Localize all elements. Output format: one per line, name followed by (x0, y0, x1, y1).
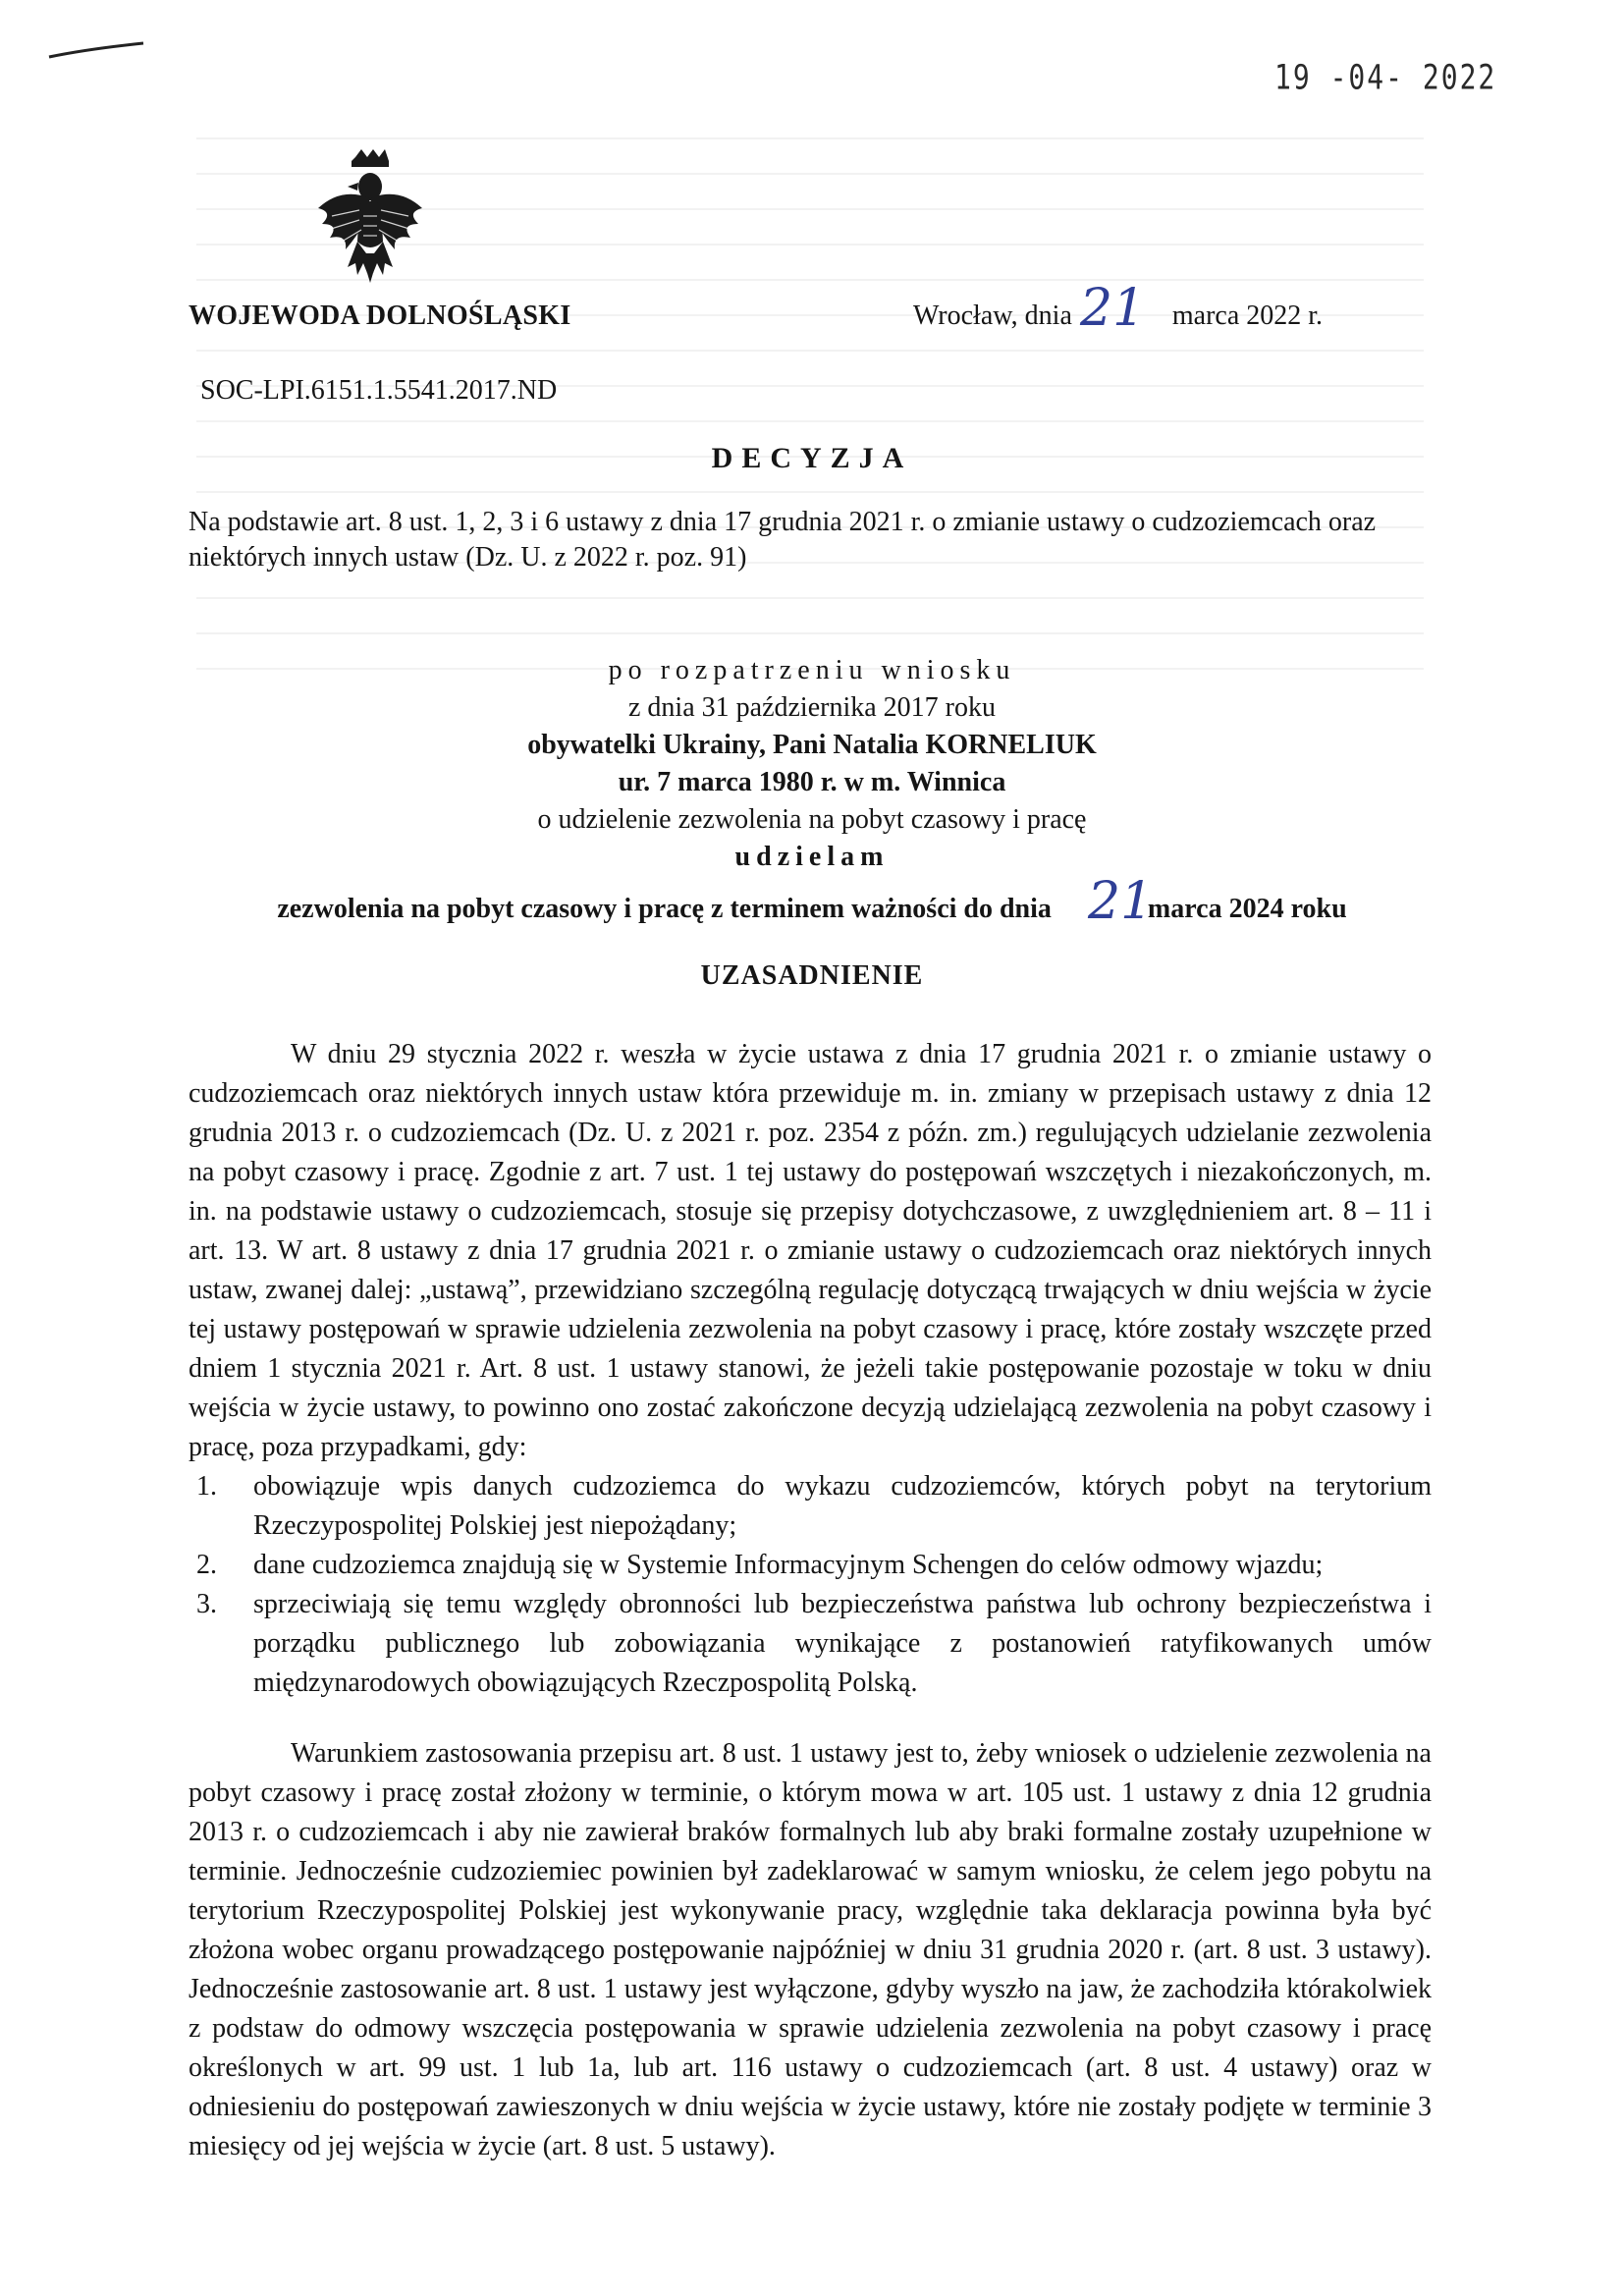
case-number: SOC-LPI.6151.1.5541.2017.ND (200, 375, 558, 406)
legal-basis: Na podstawie art. 8 ust. 1, 2, 3 i 6 ustawy z dnia 17 grudnia 2021 r. o zmianie ustawy o cudzoziemcach oraz niektórych innych ustaw (Dz. U. z 2022 r. poz. 91) (189, 507, 1377, 573)
grant-verb: udzielam (734, 842, 890, 872)
place-prefix: Wrocław, dnia (913, 301, 1072, 331)
date-suffix: marca 2022 r. (1171, 301, 1324, 331)
justification-body (189, 1035, 1432, 2166)
justification-heading: UZASADNIENIE (700, 960, 924, 991)
polish-eagle-emblem-icon (312, 147, 428, 285)
applicant-birth: ur. 7 marca 1980 r. w m. Winnica (618, 767, 1006, 797)
grant-prefix: zezwolenia na pobyt czasowy i pracę z terminem ważności do dnia (277, 894, 1052, 924)
application-details (0, 652, 1624, 876)
handwritten-date-day: 21 (1080, 279, 1146, 338)
received-date-stamp: 19 -04- 2022 (1274, 56, 1497, 98)
grant-suffix: marca 2024 roku (1147, 894, 1347, 924)
pen-stroke-mark (47, 39, 145, 61)
exceptions-list (189, 1467, 1432, 1703)
list-item: 1. obowiązuje wpis danych cudzoziemca do wykazu cudzoziemców, których pobyt na terytorium Rzeczypospolitej Polskiej jest niepożądany; (196, 1471, 1432, 1541)
grant-line (0, 894, 1624, 925)
list-item: 2. dane cudzoziemca znajdują się w Systemie Informacyjnym Schengen do celów odmowy wjazdu; (196, 1550, 1324, 1580)
applicant-name: obywatelki Ukrainy, Pani Natalia KORNELIUK (527, 730, 1097, 760)
list-item: 3. sprzeciwiają się temu względy obronności lub bezpieczeństwa państwa lub ochrony bezpieczeństwa i porządku publicznego lub zobowiązania wynikające z postanowień ratyfikowanych umów międzynarodowych obowiązujących Rzeczpospolitą Polską. (196, 1589, 1432, 1698)
application-date: z dnia 31 października 2017 roku (628, 692, 996, 723)
after-review-line: po rozpatrzeniu wniosku (608, 655, 1016, 685)
justification-paragraph-2: Warunkiem zastosowania przepisu art. 8 ust. 1 ustawy jest to, żeby wniosek o udzielenie zezwolenia na pobyt czasowy i pracę został złożony w terminie, o którym mowa w art. 105 ust. 1 ustawy z dnia 12 grudnia 2013 r. o cudzoziemcach i aby nie zawierał braków formalnych lub aby braki formalne zostały uzupełnione w terminie. Jednocześnie cudzoziemiec powinien był zadeklarować w samym wniosku, że celem jego pobytu na terytorium Rzeczypospolitej Polskiej jest wykonywanie pracy, względnie taka deklaracja powinna była być złożona wobec organu prowadzącego postępowanie najpóźniej w dniu 31 grudnia 2020 r. (art. 8 ust. 3 ustawy). Jednocześnie zastosowanie art. 8 ust. 1 ustawy jest wyłączone, gdyby wyszło na jaw, że zachodziła którakolwiek z podstaw do odmowy wszczęcia postępowania w sprawie udzielenia zezwolenia na pobyt czasowy i pracę określonych w art. 99 ust. 1 lub 1a, lub art. 116 ustawy o cudzoziemcach (art. 8 ust. 4 ustawy) oraz w odniesieniu do postępowań zawieszonych w dniu wejścia w życie ustawy, które nie zostały podjęte w terminie 3 miesięcy od jej wejścia w życie (art. 8 ust. 5 ustawy). (189, 1738, 1432, 2161)
issuing-authority: WOJEWODA DOLNOŚLĄSKI (189, 301, 571, 331)
handwritten-grant-day: 21 (1088, 872, 1154, 931)
decision-title: DECYZJA (711, 442, 913, 474)
justification-paragraph-1: W dniu 29 stycznia 2022 r. weszła w życie ustawa z dnia 17 grudnia 2021 r. o zmianie ustawy o cudzoziemcach oraz niektórych innych ustaw która przewiduje m. in. zmiany w przepisach ustawy z dnia 12 grudnia 2013 r. o cudzoziemcach (Dz. U. z 2021 r. poz. 2354 z późn. zm.) regulujących udzielanie zezwolenia na pobyt czasowy i pracę. Zgodnie z art. 7 ust. 1 tej ustawy do postępowań wszczętych i niezakończonych, m. in. na podstawie ustawy o cudzoziemcach, stosuje się przepisy dotychczasowe, z uwzględnieniem art. 8 – 11 i art. 13. W art. 8 ustawy z dnia 17 grudnia 2021 r. o zmianie ustawy o cudzoziemcach oraz niektórych innych ustaw, zwanej dalej: „ustawą”, przewidziano szczególną regulację dotyczącą trwających w dniu wejścia w życie tej ustawy postępowań w sprawie udzielenia zezwolenia na pobyt czasowy i pracę, które zostały wszczęte przed dniem 1 stycznia 2021 r. Art. 8 ust. 1 ustawy stanowi, że jeżeli takie postępowanie pozostaje w toku w dniu wejścia w życie ustawy, to powinno ono zostać zakończone decyzją udzielającą zezwolenia na pobyt czasowy i pracę, poza przypadkami, gdy: (189, 1039, 1432, 1462)
application-subject: o udzielenie zezwolenia na pobyt czasowy i pracę (537, 804, 1087, 835)
